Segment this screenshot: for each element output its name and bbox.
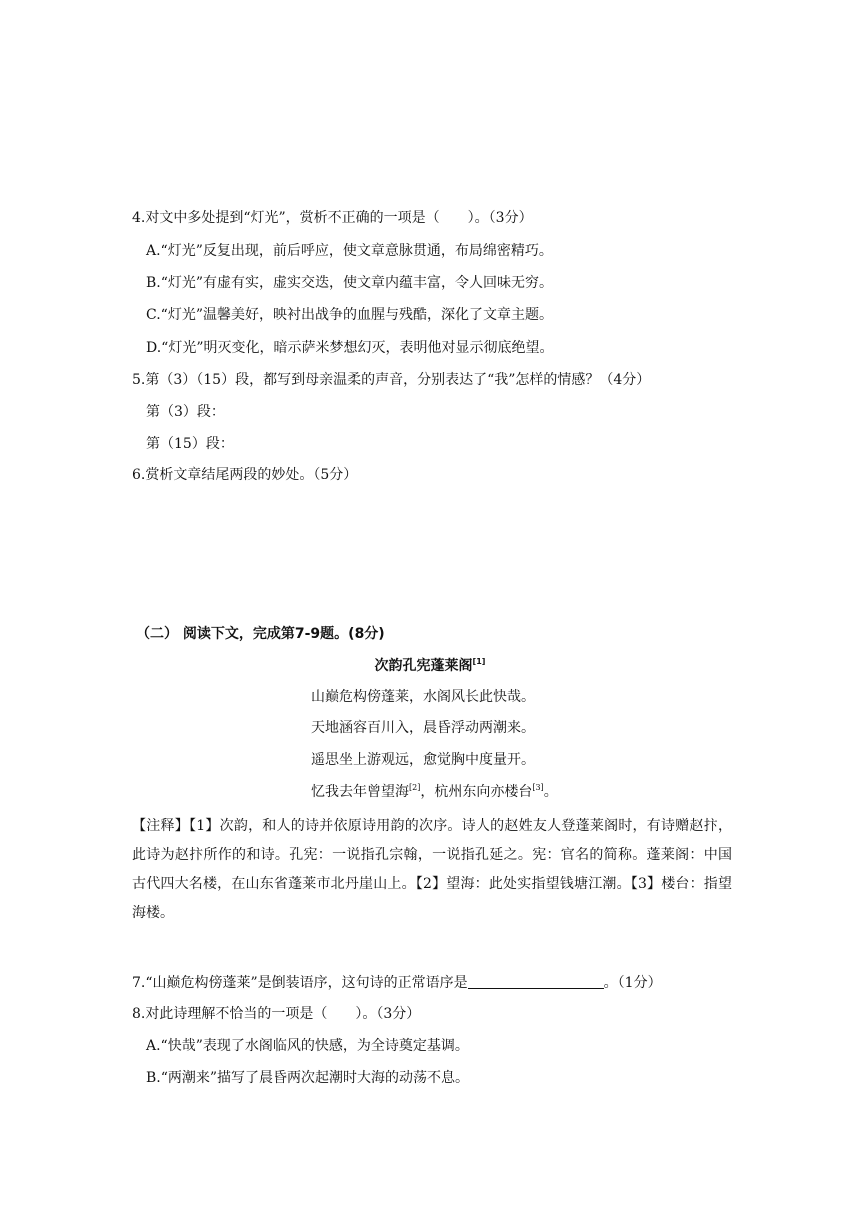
question-8-option-b: B.“两潮来”描写了晨昏两次起潮时大海的动荡不息。	[146, 1070, 470, 1086]
poem-title	[0, 655, 860, 675]
poem-line-4-part-a: 忆我去年曾望海	[311, 784, 409, 800]
question-4-option-d: D.“灯光”明灭变化，暗示萨米梦想幻灭，表明他对显示彻底绝望。	[146, 340, 554, 356]
question-6-stem: 6.赏析文章结尾两段的妙处。（5分）	[132, 467, 358, 483]
poem-line-4-end: 。	[543, 784, 558, 800]
question-8-option-a: A.“快哉”表现了水阁临风的快感，为全诗奠定基调。	[146, 1038, 469, 1054]
poem-line-4-part-b: ，杭州东向亦楼台	[420, 784, 533, 800]
question-4-option-c: C.“灯光”温馨美好，映衬出战争的血腥与残酷，深化了文章主题。	[146, 307, 553, 323]
poem-line-3: 遥思坐上游观远，愈觉胸中度量开。	[311, 752, 535, 768]
poem-line-1: 山巅危构傍蓬莱，水阁风长此快哉。	[311, 689, 535, 705]
section-2-heading: （二） 阅读下文，完成第7-9题。(8分)	[136, 626, 385, 642]
question-7-stem	[132, 973, 662, 993]
poem-line-2: 天地涵容百川入，晨昏浮动两潮来。	[311, 720, 535, 736]
poem-title-footnote-ref: [1]	[472, 657, 486, 666]
question-5-answer-para-15: 第（15）段：	[146, 436, 234, 452]
question-7-points: 。（1分）	[603, 975, 662, 991]
poem-footnote-ref-2: [2]	[409, 783, 421, 792]
question-7-text: 7.“山巅危构傍蓬莱”是倒装语序，这句诗的正常语序是	[132, 975, 468, 991]
poem-title-text: 次韵孔宪蓬莱阁	[374, 658, 473, 674]
poem-annotation: 【注释】【1】次韵，和人的诗并依原诗用韵的次序。诗人的赵姓友人登蓬莱阁时，有诗赠赵抃，此诗为赵抃所作的和诗。孔宪：一说指孔宗翰，一说指孔延之。宪：官名的简称。蓬莱阁：中国古代四大名楼，在山东省蓬莱市北丹崖山上。【2】望海：此处实指望钱塘江潮。【3】楼台：指望海楼。	[132, 818, 732, 921]
question-7-answer-blank[interactable]	[468, 974, 604, 989]
poem-line-4	[311, 782, 558, 802]
question-5-stem: 5.第（3）（15）段，都写到母亲温柔的声音，分别表达了“我”怎样的情感？（4分）	[132, 372, 651, 388]
question-4-stem: 4.对文中多处提到“灯光”，赏析不正确的一项是（ ）。（3分）	[132, 210, 533, 226]
question-8-stem: 8.对此诗理解不恰当的一项是（ ）。（3分）	[132, 1006, 421, 1022]
question-4-option-b: B.“灯光”有虚有实，虚实交迭，使文章内蕴丰富，令人回味无穷。	[146, 275, 554, 291]
poem-footnote-ref-3: [3]	[532, 783, 544, 792]
question-4-option-a: A.“灯光”反复出现，前后呼应，使文章意脉贯通，布局绵密精巧。	[146, 243, 553, 259]
question-5-answer-para-3: 第（3）段：	[146, 404, 225, 420]
